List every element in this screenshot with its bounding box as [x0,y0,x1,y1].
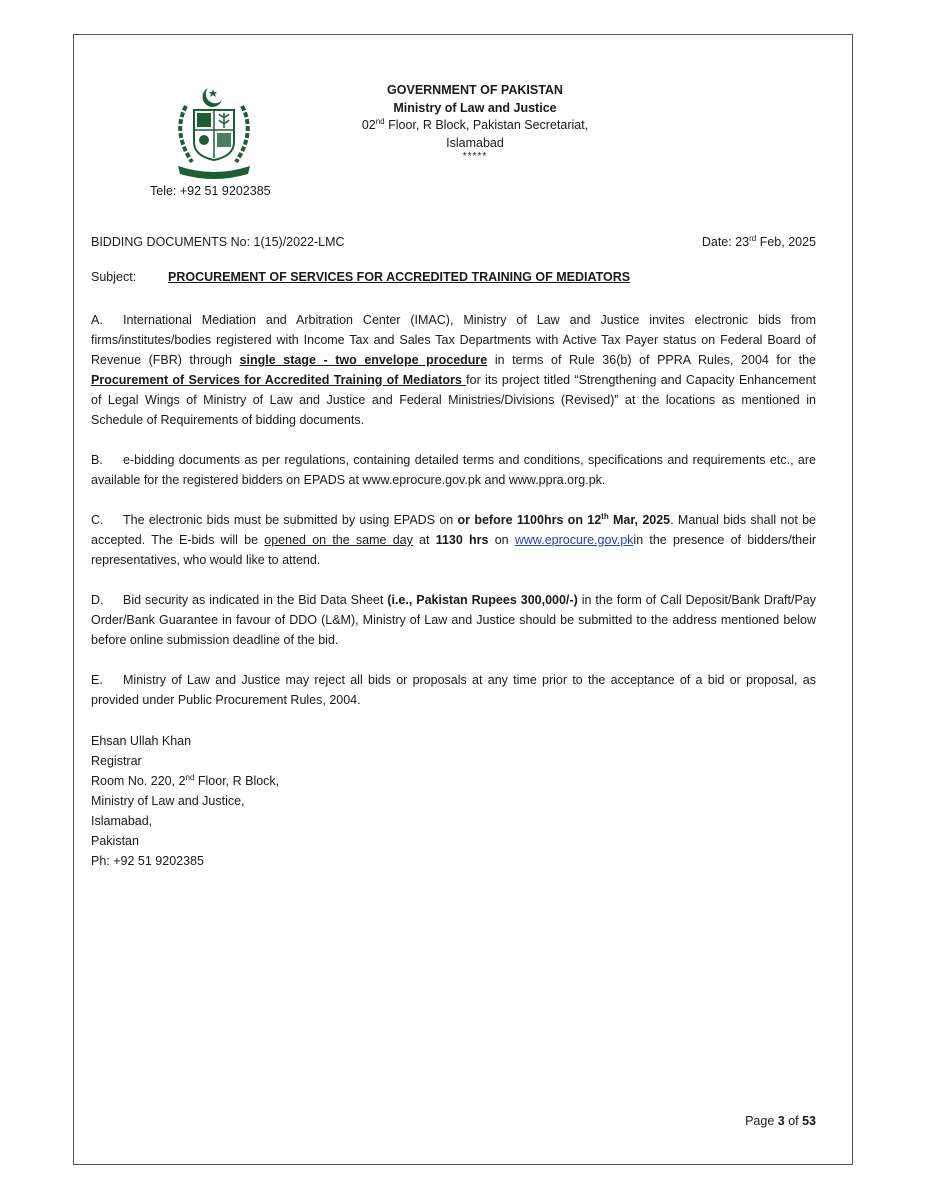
paragraph-text: Ministry of Law and Justice may reject all bids or proposals at any time prior to the acceptance of a bid or proposal, as provided under Public Procurement Rules, 2004. [91,673,816,707]
signatory-ministry: Ministry of Law and Justice, [91,794,245,808]
paragraph-label: E. [91,673,103,687]
bid-security-amount: (i.e., Pakistan Rupees 300,000/-) [387,593,578,607]
state-emblem-icon [164,84,264,182]
paragraph-text: International Mediation and Arbitration Center (IMAC), Ministry of Law and Justice invites electronic bids from firms/institutes/bodies registered with Income Tax and Sales Tax Departments with Active Tax Payer status on Federal Board of Revenue (FBR) through [91,313,816,367]
paragraph-c [91,510,816,570]
document-date [702,235,816,249]
procurement-emphasis: Procurement of Services for Accredited Training of Mediators [91,373,467,387]
signatory-name: Ehsan Ullah Khan [91,734,192,748]
page-label: Page [745,1114,778,1128]
procedure-emphasis: single stage - two envelope procedure [239,353,488,367]
paragraph-a [91,310,816,430]
paragraph-e [91,670,816,710]
page-total: 53 [802,1114,816,1128]
deadline-time: or before 1100hrs on 12 [457,513,602,527]
date-day: Date: 23 [701,235,750,249]
paragraph-text: The electronic bids must be submitted by using EPADS on [123,513,458,527]
separator-stars: ***** [462,151,488,162]
paragraph-d [91,590,816,650]
eprocure-link[interactable]: www.eprocure.gov.pk [514,533,634,547]
paragraph-text: Bid security as indicated in the Bid Data Sheet [123,593,388,607]
opening-time: 1130 hrs [435,533,489,547]
page-of: of [784,1114,803,1128]
room-number: Room No. 220, 2 [91,774,186,788]
page-number [745,1114,816,1128]
room-rest: Floor, R Block, [194,774,280,788]
address-rest: Floor, R Block, Pakistan Secretariat, [384,118,589,132]
ministry-heading: Ministry of Law and Justice [393,100,557,115]
paragraph-text: at [412,533,436,547]
subject-label: Subject: [91,270,137,284]
telephone: Tele: +92 51 9202385 [150,184,271,198]
address-floor: 02 [361,118,376,132]
deadline-sup: th [601,511,609,521]
signatory-phone: Ph: +92 51 9202385 [91,854,204,868]
room-sup: nd [185,772,195,782]
opening-emphasis: opened on the same day [264,533,413,547]
deadline-emphasis [458,513,671,527]
paragraph-text: in the presence of bidders/their representatives, who would like to attend. [91,533,817,567]
paragraph-b [91,450,816,490]
date-rest: Feb, 2025 [756,235,816,249]
paragraph-text: . Manual bids shall not be accepted. The E-bids will be [91,513,816,547]
date-sup: rd [749,233,757,243]
signatory-country: Pakistan [91,834,139,848]
government-heading: GOVERNMENT OF PAKISTAN [387,83,563,97]
subject-title: PROCUREMENT OF SERVICES FOR ACCREDITED TRAINING OF MEDIATORS [168,270,631,284]
page-current: 3 [777,1114,785,1128]
paragraph-text: in the form of Call Deposit/Bank Draft/Pay Order/Bank Guarantee in favour of DDO (L&M), Ministry of Law and Justice should be submitted to the address mentioned below before online submission deadline of the bid. [91,593,816,647]
document-number: BIDDING DOCUMENTS No: 1(15)/2022-LMC [91,235,345,249]
office-address [330,117,620,135]
letterhead [330,82,620,162]
signatory-title: Registrar [91,754,142,768]
signatory-city: Islamabad, [91,814,153,828]
paragraph-text: e-bidding documents as per regulations, containing detailed terms and conditions, specifications and requirements etc., are available for the registered bidders on EPADS at www.eprocure.gov.pk and www.ppra.org.pk. [91,453,816,487]
signatory-room [91,771,279,791]
paragraph-text: in terms of Rule 36(b) of PPRA Rules, 2004 for the [487,353,816,367]
paragraph-label: C. [91,513,104,527]
address-sup: nd [375,116,385,126]
paragraph-text: for its project titled “Strengthening and Capacity Enhancement of Legal Wings of Ministry of Law and Justice and Federal Ministries/Divisions (Revised)” at the locations as mentioned in Schedule of Requirements of bidding documents. [91,373,816,427]
paragraph-label: D. [91,593,104,607]
signature-block [91,731,279,871]
paragraph-label: B. [91,453,103,467]
paragraph-text: on [488,533,515,547]
deadline-date: Mar, 2025 [608,513,671,527]
office-city: Islamabad [446,135,504,150]
paragraph-label: A. [91,313,103,327]
